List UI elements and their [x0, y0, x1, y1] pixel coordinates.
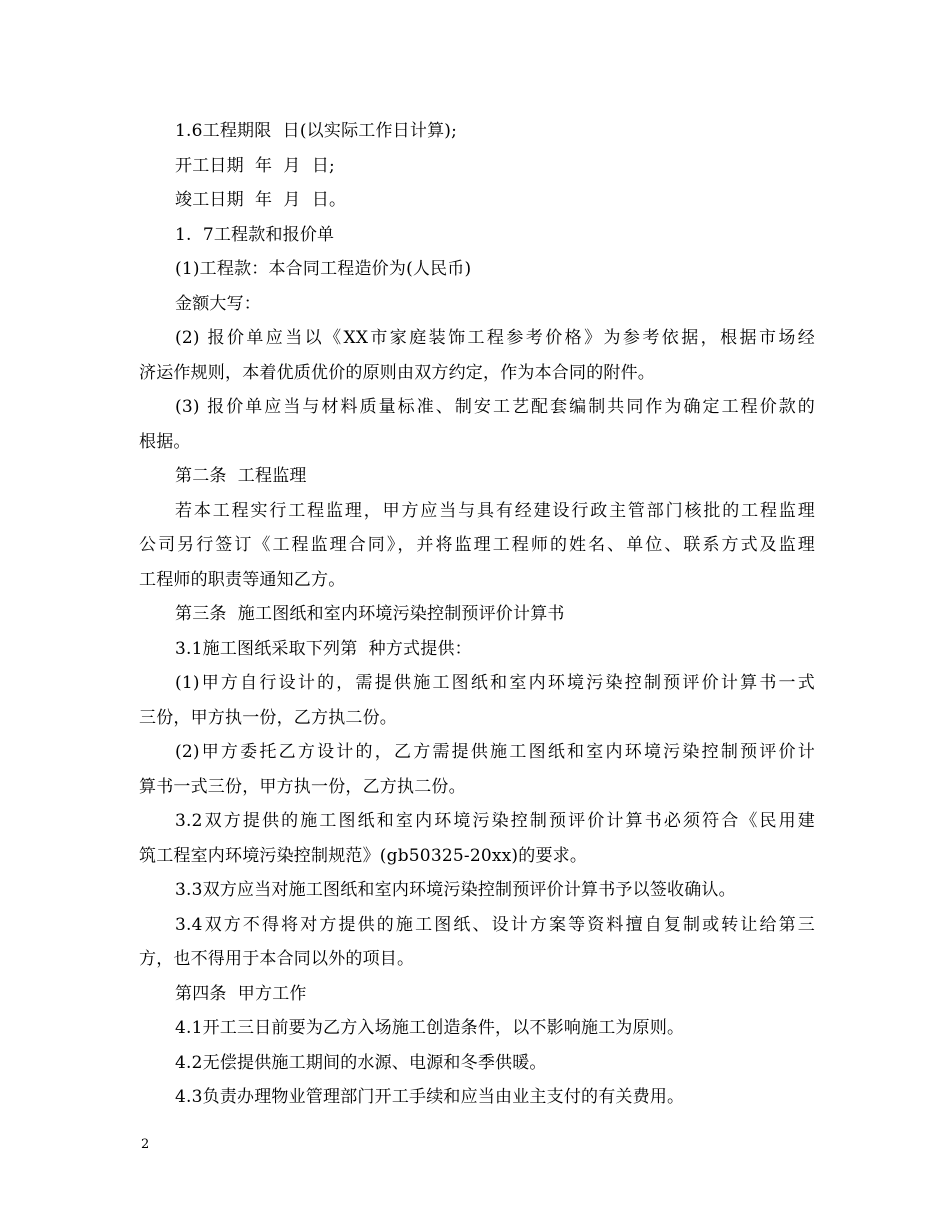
text-line: 3.2双方提供的施工图纸和室内环境污染控制预评价计算书必须符合《民用建 — [175, 811, 815, 831]
text-line: 4.2无偿提供施工期间的水源、电源和冬季供暖。 — [175, 1052, 547, 1073]
text-line: 第四条 甲方工作 — [175, 983, 307, 1004]
text-line: 1. 7工程款和报价单 — [175, 224, 335, 245]
text-line: 1.6工程期限 日(以实际工作日计算); — [175, 121, 458, 141]
text-line: 公司另行签订《工程监理合同》，并将监理工程师的姓名、单位、联系方式及监理 — [139, 535, 815, 555]
text-line: 第三条 施工图纸和室内环境污染控制预评价计算书 — [175, 604, 565, 624]
text-line: 4.3负责办理物业管理部门开工手续和应当由业主支付的有关费用。 — [175, 1087, 685, 1107]
text-line: 工程师的职责等通知乙方。 — [139, 569, 346, 590]
text-line: 3.3双方应当对施工图纸和室内环境污染控制预评价计算书予以签收确认。 — [175, 880, 736, 900]
text-line: 4.1开工三日前要为乙方入场施工创造条件，以不影响施工为原则。 — [175, 1018, 685, 1038]
text-line: 算书一式三份，甲方执一份，乙方执二份。 — [139, 776, 466, 797]
text-line: 竣工日期 年 月 日。 — [175, 190, 347, 210]
text-line: 若本工程实行工程监理，甲方应当与具有经建设行政主管部门核批的工程监理 — [175, 500, 815, 521]
text-line: 三份，甲方执一份，乙方执二份。 — [139, 707, 397, 728]
text-line: 3.4双方不得将对方提供的施工图纸、设计方案等资料擅自复制或转让给第三 — [175, 914, 815, 935]
text-line: (2) 报价单应当以《XX市家庭装饰工程参考价格》为参考依据，根据市场经 — [175, 328, 815, 348]
text-line: 筑工程室内环境污染控制规范》(gb50325-20xx)的要求。 — [139, 845, 588, 866]
document-body — [139, 114, 815, 1115]
text-line: 3.1施工图纸采取下列第 种方式提供： — [175, 638, 472, 659]
text-line: 根据。 — [139, 431, 191, 452]
text-line: (3) 报价单应当与材料质量标准、制安工艺配套编制共同作为确定工程价款的 — [175, 397, 815, 417]
page-number: 2 — [141, 1137, 150, 1152]
text-line: 开工日期 年 月 日; — [175, 155, 335, 176]
text-line: 金额大写： — [175, 293, 261, 314]
text-line: 方，也不得用于本合同以外的项目。 — [139, 949, 415, 969]
text-line: (1)工程款：本合同工程造价为(人民币) — [175, 259, 472, 279]
text-line: (2)甲方委托乙方设计的，乙方需提供施工图纸和室内环境污染控制预评价计 — [175, 742, 815, 762]
text-line: (1)甲方自行设计的，需提供施工图纸和室内环境污染控制预评价计算书一式 — [175, 673, 815, 693]
text-line: 济运作规则，本着优质优价的原则由双方约定，作为本合同的附件。 — [139, 362, 655, 383]
text-line: 第二条 工程监理 — [175, 466, 307, 486]
